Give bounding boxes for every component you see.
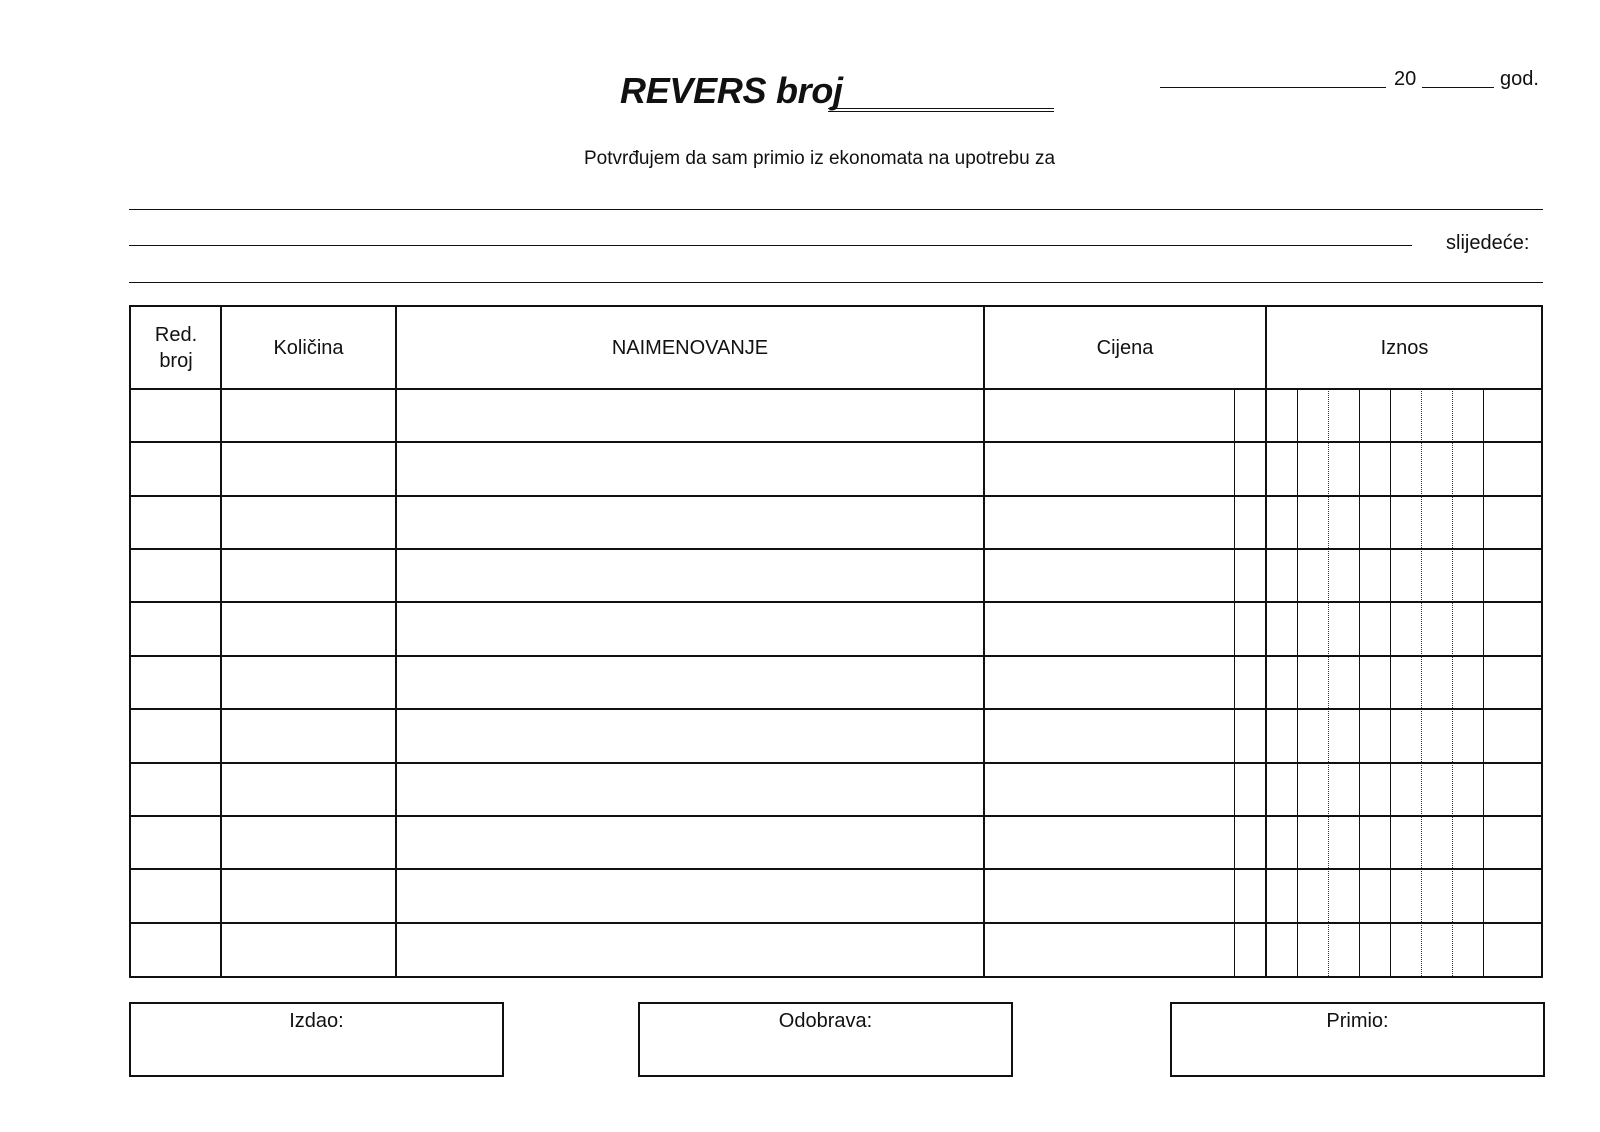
date-year-suffix: god. [1500, 68, 1539, 90]
date-year-prefix: 20 [1394, 68, 1417, 90]
column-divider [1265, 307, 1267, 976]
table-row [131, 762, 1541, 764]
next-label: slijedeće: [1446, 232, 1530, 254]
cijena-subdivider [1234, 389, 1235, 976]
iznos-subdivider [1483, 389, 1484, 976]
header-cijena: Cijena [1096, 337, 1154, 359]
purpose-line-1[interactable] [129, 209, 1543, 210]
table-row [131, 441, 1541, 443]
column-divider [983, 307, 985, 976]
table-row [131, 655, 1541, 657]
document-title: REVERS broj [620, 70, 843, 111]
items-table [129, 305, 1543, 978]
iznos-dotted-divider [1452, 389, 1453, 976]
header-red-broj [131, 307, 221, 389]
signature-box-izdao[interactable] [129, 1002, 504, 1077]
signature-label-primio: Primio: [1326, 1010, 1389, 1032]
header-kolicina: Količina [273, 337, 344, 359]
table-row [131, 708, 1541, 710]
iznos-subdivider [1297, 389, 1298, 976]
table-row [131, 601, 1541, 603]
header-iznos: Iznos [1380, 337, 1429, 359]
document-number-field[interactable] [828, 108, 1054, 112]
signature-box-primio[interactable] [1170, 1002, 1545, 1077]
signature-box-odobrava[interactable] [638, 1002, 1013, 1077]
signature-label-odobrava: Odobrava: [778, 1010, 873, 1032]
table-row [131, 548, 1541, 550]
date-day-month-field[interactable] [1160, 87, 1386, 88]
date-year-field[interactable] [1422, 87, 1494, 88]
header-divider [131, 388, 1541, 390]
iznos-subdivider [1359, 389, 1360, 976]
iznos-subdivider [1390, 389, 1391, 976]
purpose-line-2[interactable] [129, 245, 1412, 246]
header-red-broj-line2: broj [159, 350, 193, 372]
header-red-broj-line1: Red. [154, 324, 198, 346]
table-row [131, 815, 1541, 817]
table-row [131, 868, 1541, 870]
table-row [131, 922, 1541, 924]
header-naimenovanje: NAIMENOVANJE [611, 337, 769, 359]
purpose-line-3[interactable] [129, 282, 1543, 283]
intro-text: Potvrđujem da sam primio iz ekonomata na upotrebu za [584, 148, 1056, 169]
column-divider [220, 307, 222, 976]
table-row [131, 495, 1541, 497]
iznos-dotted-divider [1328, 389, 1329, 976]
iznos-dotted-divider [1421, 389, 1422, 976]
signature-label-izdao: Izdao: [289, 1010, 344, 1032]
column-divider [395, 307, 397, 976]
